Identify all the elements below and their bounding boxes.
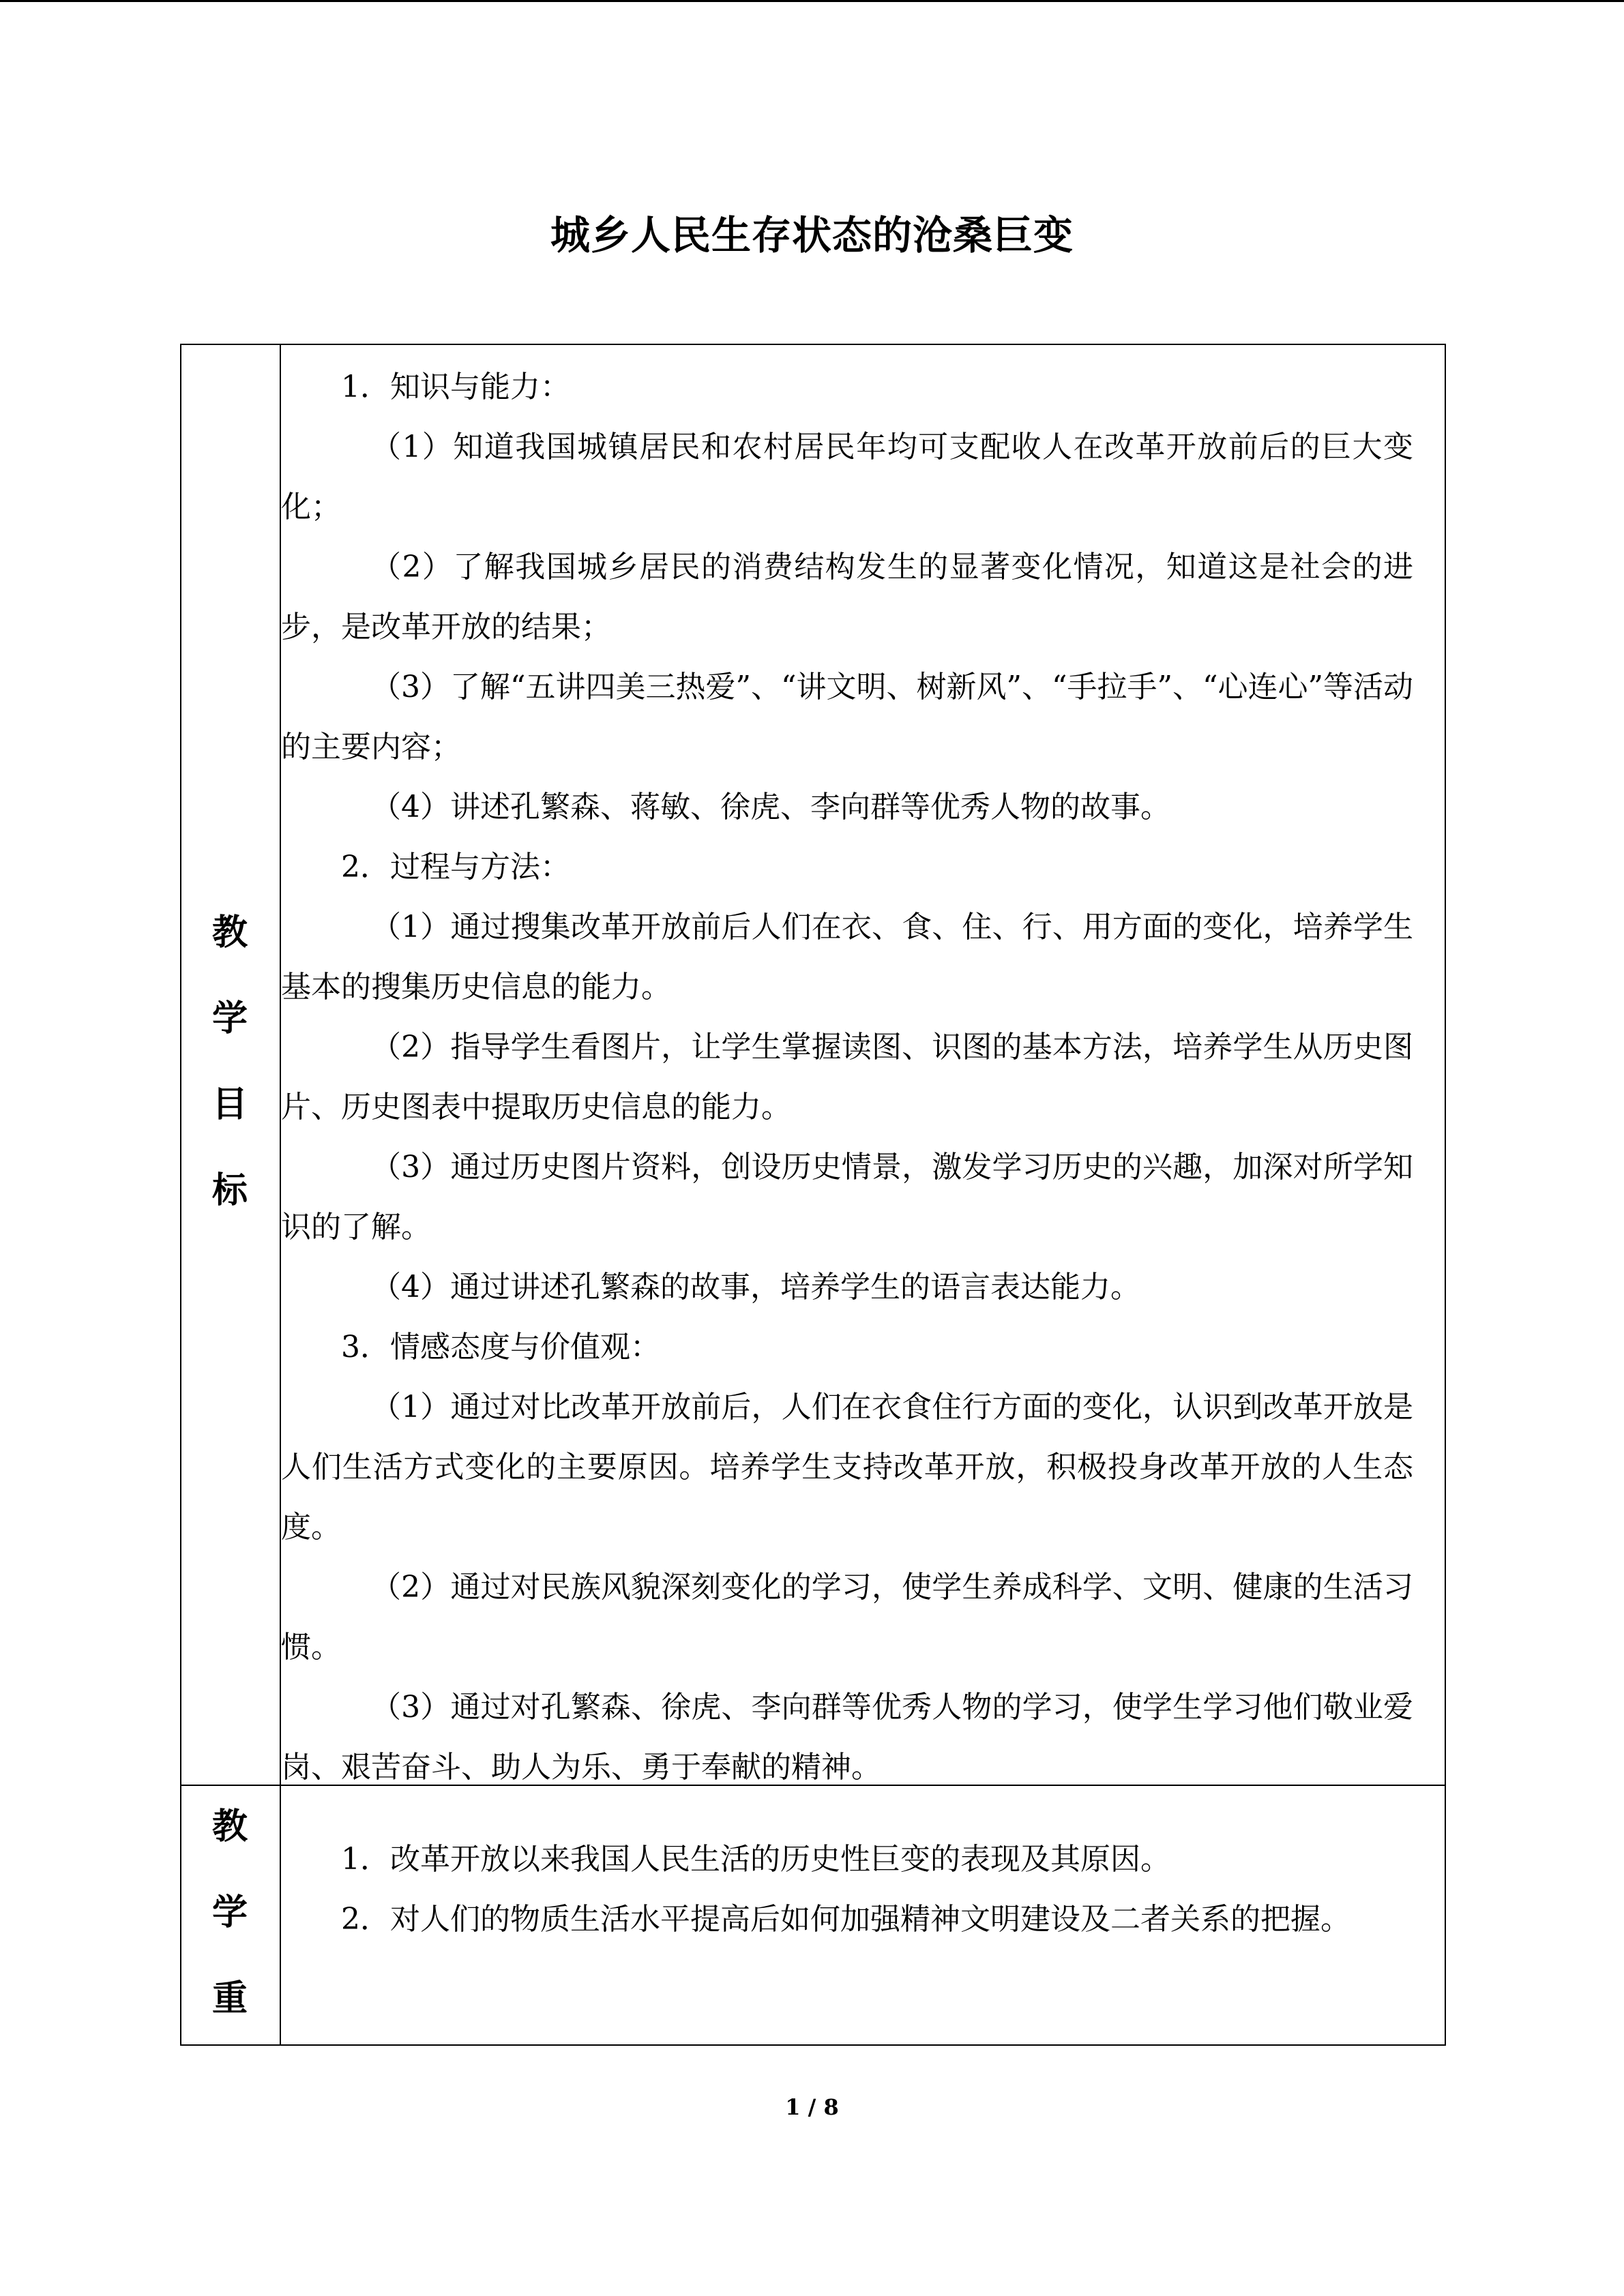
objectives-item: （2）通过对民族风貌深刻变化的学习，使学生养成科学、文明、健康的生活习惯。 (281, 1570, 1413, 1665)
objectives-item: （1）通过搜集改革开放前后人们在衣、食、住、行、用方面的变化，培养学生基本的搜集历史信息的能力。 (281, 910, 1413, 1004)
teaching-focus-section (180, 1785, 1446, 2046)
objectives-item: （4）讲述孔繁森、蒋敏、徐虎、李向群等优秀人物的故事。 (371, 790, 1170, 824)
objectives-content (281, 345, 1445, 1785)
objectives-item: （3）了解“五讲四美三热爱”、“讲文明、树新风”、“手拉手”、“心连心”等活动的主要内容； (281, 670, 1413, 764)
objectives-item: （2）了解我国城乡居民的消费结构发生的显著变化情况，知道这是社会的进步，是改革开放的结果； (281, 550, 1413, 644)
focus-content (281, 1786, 1445, 2044)
objectives-item: （4）通过讲述孔繁森的故事，培养学生的语言表达能力。 (371, 1270, 1140, 1304)
objectives-item: （3）通过对孔繁森、徐虎、李向群等优秀人物的学习，使学生学习他们敬业爱岗、艰苦奋斗、助人为乐、勇于奉献的精神。 (281, 1690, 1413, 1785)
objectives-heading-attitude: 3．情感态度与价值观： (341, 1330, 660, 1365)
objectives-item: （3）通过历史图片资料，创设历史情景，激发学习历史的兴趣，加深对所学知识的了解。 (281, 1150, 1413, 1244)
focus-item: 2．对人们的物质生活水平提高后如何加强精神文明建设及二者关系的把握。 (341, 1902, 1350, 1937)
focus-item: 1．改革开放以来我国人民生活的历史性巨变的表现及其原因。 (341, 1842, 1170, 1877)
objectives-label-char: 标 (211, 1169, 248, 1211)
document-title: 城乡人民生存状态的沧桑巨变 (550, 212, 1074, 258)
objectives-heading-knowledge: 1．知识与能力： (341, 370, 570, 404)
focus-label-char: 学 (211, 1892, 248, 1933)
objectives-item: （1）通过对比改革开放前后，人们在衣食住行方面的变化，认识到改革开放是人们生活方式变化的主要原因。培养学生支持改革开放，积极投身改革开放的人生态度。 (281, 1390, 1413, 1545)
focus-label-char: 重 (211, 1978, 248, 2019)
objectives-label-column (181, 345, 281, 1785)
focus-label-char: 教 (211, 1806, 248, 1847)
teaching-objectives-section (180, 344, 1446, 1785)
objectives-label-char: 学 (211, 998, 248, 1039)
focus-label-column (181, 1786, 281, 2044)
objectives-heading-process: 2．过程与方法： (341, 850, 570, 884)
objectives-item: （2）指导学生看图片，让学生掌握读图、识图的基本方法，培养学生从历史图片、历史图表中提取历史信息的能力。 (281, 1030, 1413, 1124)
objectives-item: （1）知道我国城镇居民和农村居民年均可支配收人在改革开放前后的巨大变化； (281, 430, 1413, 524)
page-number: 1 / 8 (785, 2094, 839, 2120)
page-top-border (0, 0, 1624, 2)
objectives-label-char: 目 (211, 1084, 248, 1125)
objectives-label-char: 教 (211, 912, 248, 953)
